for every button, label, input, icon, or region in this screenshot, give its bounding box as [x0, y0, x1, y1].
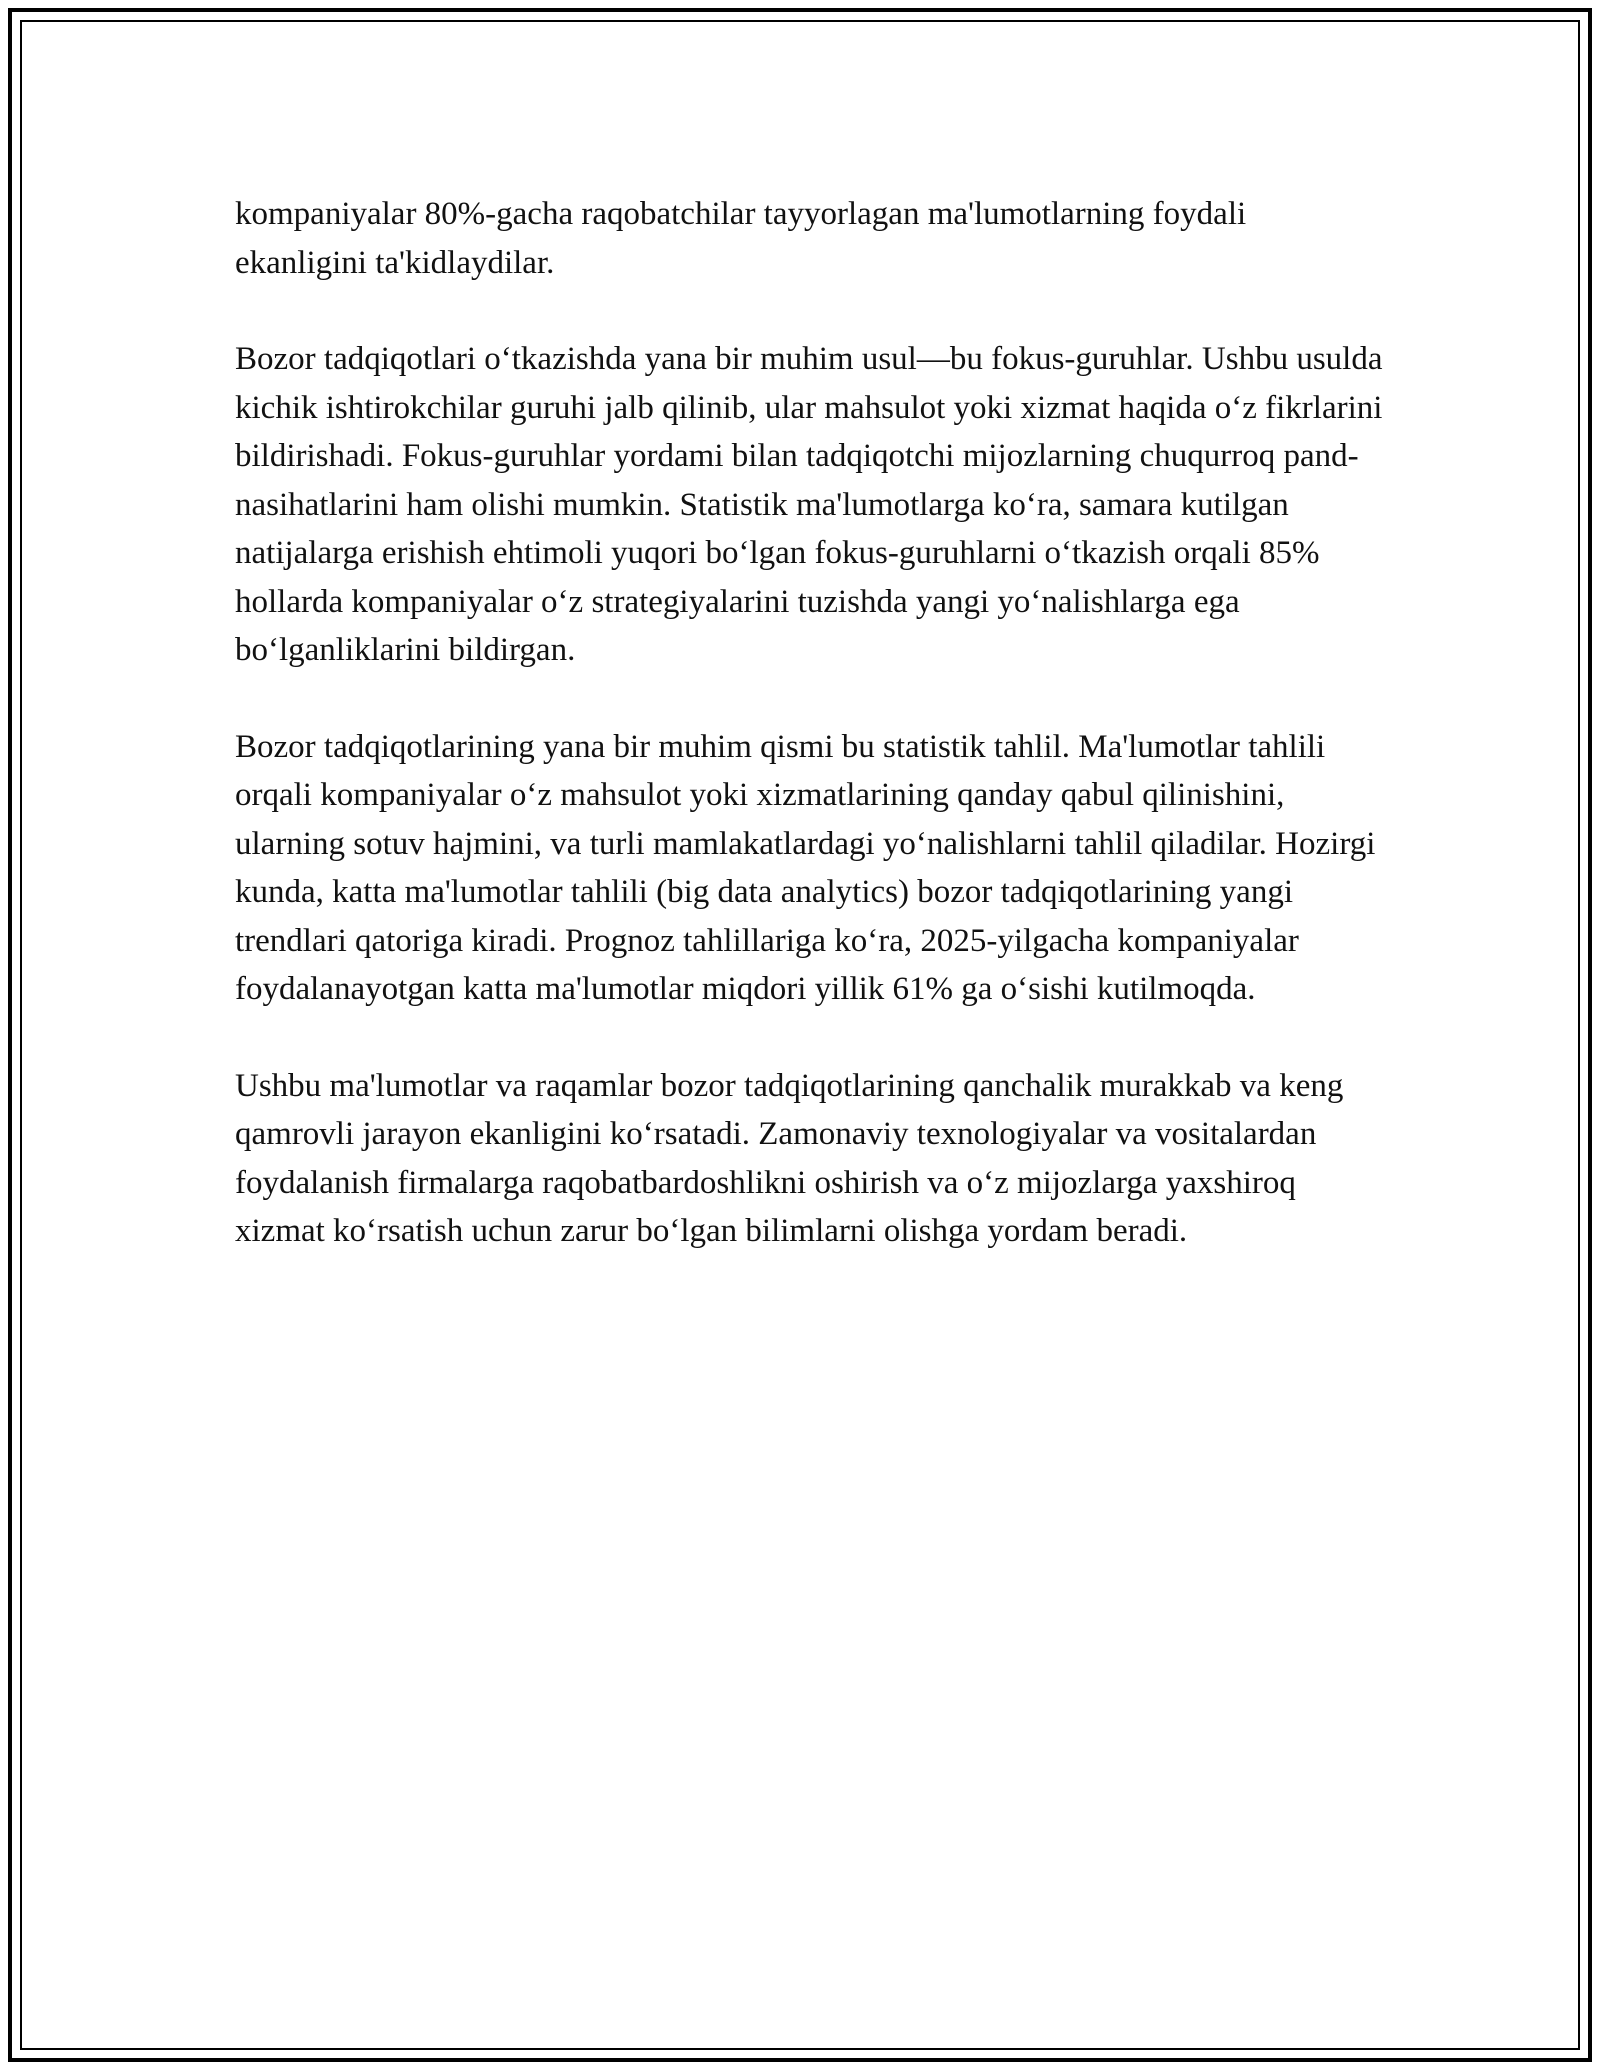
paragraph-2: Bozor tadqiqotlari oʻtkazishda yana bir muhim usul—bu fokus-guruhlar. Ushbu usulda kichik ishtirokchilar guruhi jalb qilinib, ular mahsulot yoki xizmat haqida oʻz fikrlarini bildirishadi. Fokus-guruhlar yordami bilan tadqiqotchi mijozlarning chuqurroq pand-nasihatlarini ham olishi mumkin. Statistik ma'lumotlarga koʻra, samara kutilgan natijalarga erishish ehtimoli yuqori boʻlgan fokus-guruhlarni oʻtkazish orqali 85% hollarda kompaniyalar oʻz strategiyalarini tuzishda yangi yoʻnalishlarga ega boʻlganliklarini bildirgan. — [235, 341, 1383, 668]
paragraph-3: Bozor tadqiqotlarining yana bir muhim qismi bu statistik tahlil. Ma'lumotlar tahlili orqali kompaniyalar oʻz mahsulot yoki xizmatlarining qanday qabul qilinishini, ularning sotuv hajmini, va turli mamlakatlardagi yoʻnalishlarni tahlil qiladilar. Hozirgi kunda, katta ma'lumotlar tahlili (big data analytics) bozor tadqiqotlarining yangi trendlari qatoriga kiradi. Prognoz tahlillariga koʻra, 2025-yilgacha kompaniyalar foydalanayotgan katta ma'lumotlar miqdori yillik 61% ga oʻsishi kutilmoqda. — [235, 728, 1376, 1007]
document-body — [235, 190, 1385, 1304]
paragraph-1: kompaniyalar 80%-gacha raqobatchilar tayyorlagan ma'lumotlarning foydali ekanligini ta'kidlaydilar. — [235, 196, 1247, 281]
paragraph-4: Ushbu ma'lumotlar va raqamlar bozor tadqiqotlarining qanchalik murakkab va keng qamrovli jarayon ekanligini koʻrsatadi. Zamonaviy texnologiyalar va vositalardan foydalanish firmalarga raqobatbardoshlikni oshirish va oʻz mijozlarga yaxshiroq xizmat koʻrsatish uchun zarur boʻlgan bilimlarni olishga yordam beradi. — [235, 1067, 1344, 1249]
